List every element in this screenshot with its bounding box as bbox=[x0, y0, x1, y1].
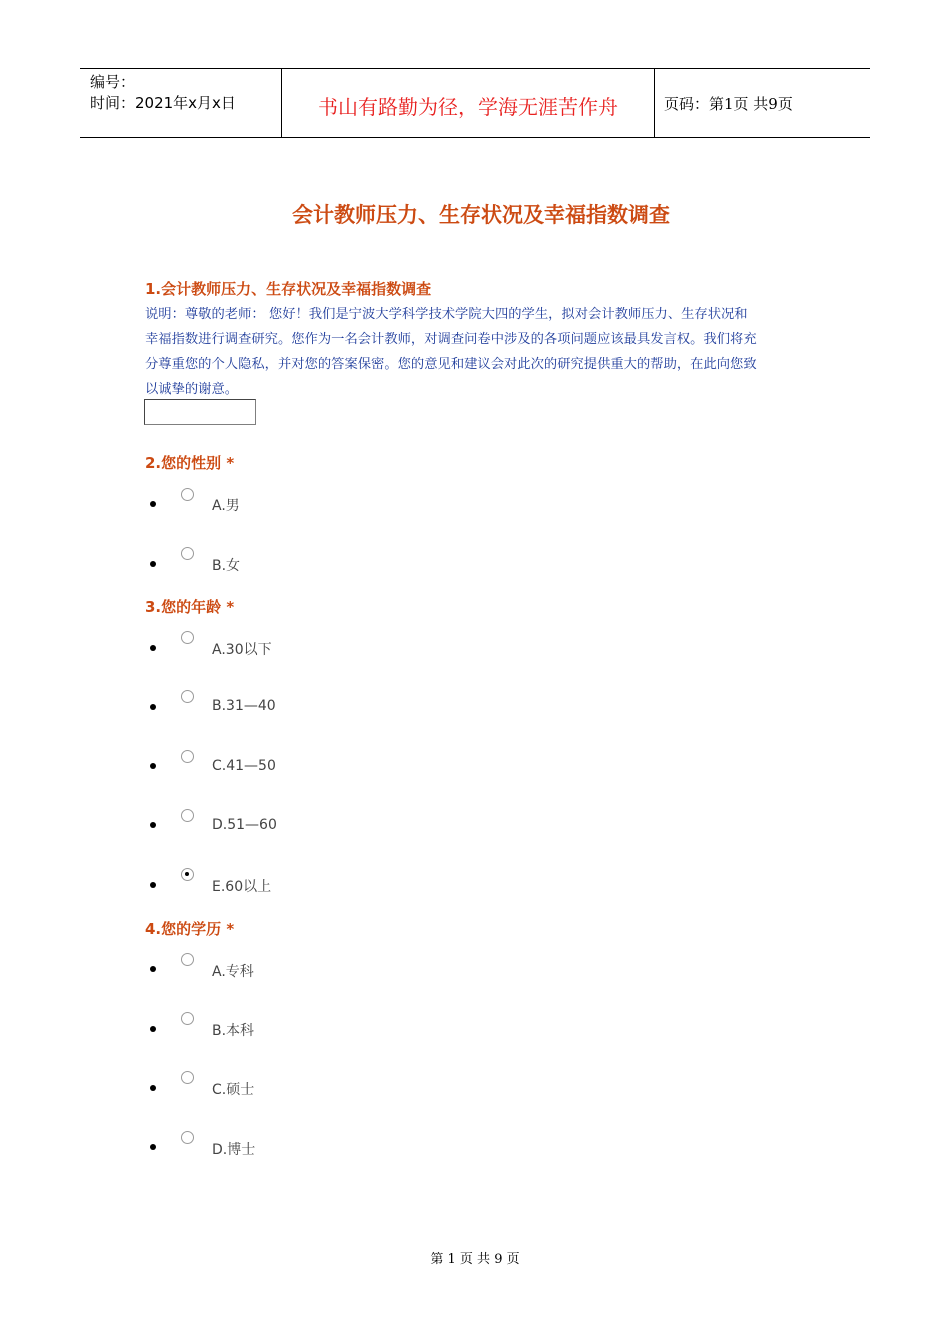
header-page-info: 页码：第1页 共9页 bbox=[664, 95, 793, 113]
option-label: E.60以上 bbox=[212, 879, 272, 895]
option-label: B.女 bbox=[212, 558, 241, 574]
list-bullet bbox=[150, 1144, 156, 1150]
intro-line: 分尊重您的个人隐私，并对您的答案保密。您的意见和建议会对此次的研究提供重大的帮助，在此向您致 bbox=[145, 357, 757, 372]
list-bullet bbox=[150, 1085, 156, 1091]
question-title: 3.您的年龄 * bbox=[145, 598, 235, 616]
list-bullet bbox=[150, 882, 156, 888]
option-label: C.硕士 bbox=[212, 1082, 255, 1098]
radio-button[interactable] bbox=[181, 547, 194, 560]
option-label: A.30以下 bbox=[212, 642, 272, 658]
page-footer: 第 1 页 共 9 页 bbox=[430, 1252, 520, 1267]
list-bullet bbox=[150, 561, 156, 567]
question-title: 4.您的学历 * bbox=[145, 920, 235, 938]
list-bullet bbox=[150, 763, 156, 769]
option-label: D.51—60 bbox=[212, 817, 277, 833]
option-label: B.本科 bbox=[212, 1023, 255, 1039]
intro-line: 以诚挚的谢意。 bbox=[145, 382, 239, 397]
option-label: A.男 bbox=[212, 498, 240, 514]
radio-button[interactable] bbox=[181, 631, 194, 644]
intro-line: 幸福指数进行调查研究。您作为一名会计教师，对调查问卷中涉及的各项问题应该最具发言权。我们将充 bbox=[145, 332, 757, 347]
document-title: 会计教师压力、生存状况及幸福指数调查 bbox=[292, 203, 670, 227]
option-label: A.专科 bbox=[212, 964, 254, 980]
radio-button[interactable] bbox=[181, 750, 194, 763]
radio-button[interactable] bbox=[181, 488, 194, 501]
radio-button[interactable] bbox=[181, 1012, 194, 1025]
list-bullet bbox=[150, 645, 156, 651]
question-title: 1.会计教师压力、生存状况及幸福指数调查 bbox=[145, 280, 432, 298]
number-label: 编号： bbox=[90, 73, 136, 91]
time-label: 时间：2021年x月x日 bbox=[90, 94, 236, 112]
header-divider bbox=[654, 69, 655, 137]
radio-button[interactable] bbox=[181, 1131, 194, 1144]
list-bullet bbox=[150, 704, 156, 710]
list-bullet bbox=[150, 501, 156, 507]
header-left-cell bbox=[90, 72, 236, 114]
intro-line: 说明：尊敬的老师： 您好！我们是宁波大学科学技术学院大四的学生，拟对会计教师压力、生存状况和 bbox=[145, 307, 748, 322]
list-bullet bbox=[150, 1026, 156, 1032]
survey-intro bbox=[145, 302, 815, 402]
radio-button[interactable] bbox=[181, 690, 194, 703]
option-label: D.博士 bbox=[212, 1142, 256, 1158]
option-label: B.31—40 bbox=[212, 698, 276, 714]
radio-button[interactable] bbox=[181, 809, 194, 822]
option-label: C.41—50 bbox=[212, 758, 276, 774]
list-bullet bbox=[150, 822, 156, 828]
page-header bbox=[80, 68, 870, 138]
header-motto: 书山有路勤为径，学海无涯苦作舟 bbox=[318, 95, 618, 119]
question-title: 2.您的性别 * bbox=[145, 454, 235, 472]
radio-button[interactable] bbox=[181, 953, 194, 966]
intro-text-input[interactable] bbox=[144, 399, 256, 425]
list-bullet bbox=[150, 966, 156, 972]
radio-button[interactable] bbox=[181, 1071, 194, 1084]
radio-button[interactable] bbox=[181, 868, 194, 881]
